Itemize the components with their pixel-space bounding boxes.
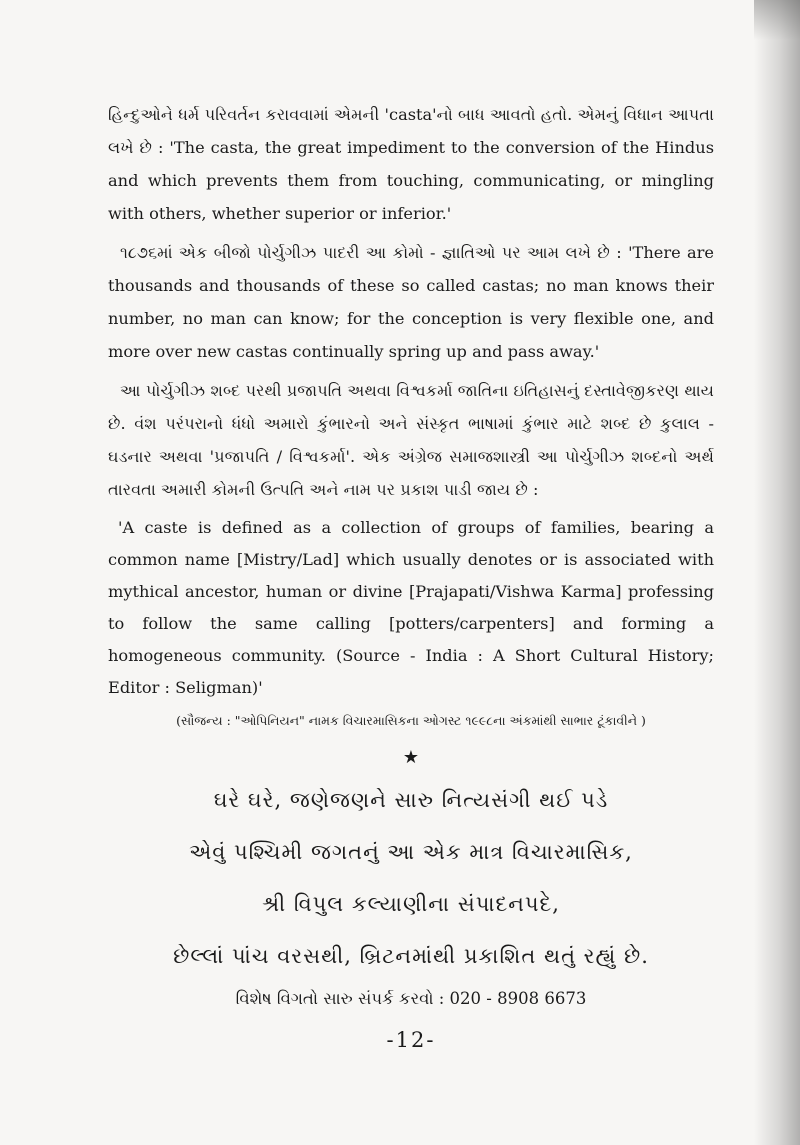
paragraph-casta-conversion: હિન્દુઓને ધર્મ પરિવર્તન કરાવવામાં એમની 'casta'નો બાધ આવતો હતો. એમનું વિધાન આપતા લખે છે : 'The casta, the great impediment to the conversion of the Hindus and which prevents them from touching, communicating, or mingling with others, whether superior or inferior.': [108, 105, 714, 223]
page-content: [108, 98, 714, 1060]
advert-line-1: ઘરે ઘરે, જણેજણને સારુ નિત્યસંગી થઈ પડે: [213, 788, 609, 812]
page-number: -12-: [386, 1028, 436, 1052]
paragraph-portuguese-priest: ૧૮૭૬માં એક બીજો પોર્ચુગીઝ પાદરી આ કોમો - જ્ઞાતિઓ પર આમ લખે છે : 'There are thousands and thousands of these so called castas; no man knows their number, no man can know; for the conception is very flexible one, and more over new castas continually spring up and pass away.': [108, 243, 714, 361]
page-edge-shadow: [754, 0, 800, 1145]
source-credit: (સૌજન્ય : "ઓપિનિયન" નામક વિચારમાસિકના ઓગસ્ટ ૧૯૯૮ના અંકમાંથી સાભાર ટૂંકાવીને ): [176, 713, 646, 728]
paragraph-prajapati-origin: આ પોર્ચુગીઝ શબ્દ પરથી પ્રજાપતિ અથવા વિશ્વકર્મા જાતિના ઇતિહાસનું દસ્તાવેજીકરણ થાય છે. વંશ પરંપરાનો ધંધો અમારો કુંભારનો અને સંસ્કૃત ભાષામાં કુંભાર માટે શબ્દ છે કુલાલ - ઘડનાર અથવા 'પ્રજાપતિ / વિશ્વકર્મા'. એક અંગ્રેજ સમાજશાસ્ત્રી આ પોર્ચુગીઝ શબ્દનો અર્થ તારવતા અમારી કોમની ઉત્પતિ અને નામ પર પ્રકાશ પાડી જાય છે :: [108, 381, 714, 499]
advert-line-3: શ્રી વિપુલ કલ્યાણીના સંપાદનપદે,: [262, 892, 560, 916]
star-separator: ★: [402, 747, 420, 768]
contact-line: વિશેષ વિગતો સારુ સંપર્ક કરવો : 020 - 8908 6673: [235, 989, 587, 1008]
caste-definition-quote: 'A caste is defined as a collection of groups of families, bearing a common name [Mistry/Lad] which usually denotes or is associated with mythical ancestor, human or divine [Prajapati/Vishwa Karma] professing to follow the same calling [potters/carpenters] and forming a homogeneous community. (Source - India : A Short Cultural History; Editor : Seligman)': [108, 518, 714, 697]
advert-line-4: છેલ્લાં પાંચ વરસથી, બ્રિટનમાંથી પ્રકાશિત થતું રહ્યું છે.: [173, 944, 649, 968]
page-corner-shadow: [754, 0, 800, 40]
advert-line-2: એવું પશ્ચિમી જગતનું આ એક માત્ર વિચારમાસિક,: [189, 840, 633, 864]
